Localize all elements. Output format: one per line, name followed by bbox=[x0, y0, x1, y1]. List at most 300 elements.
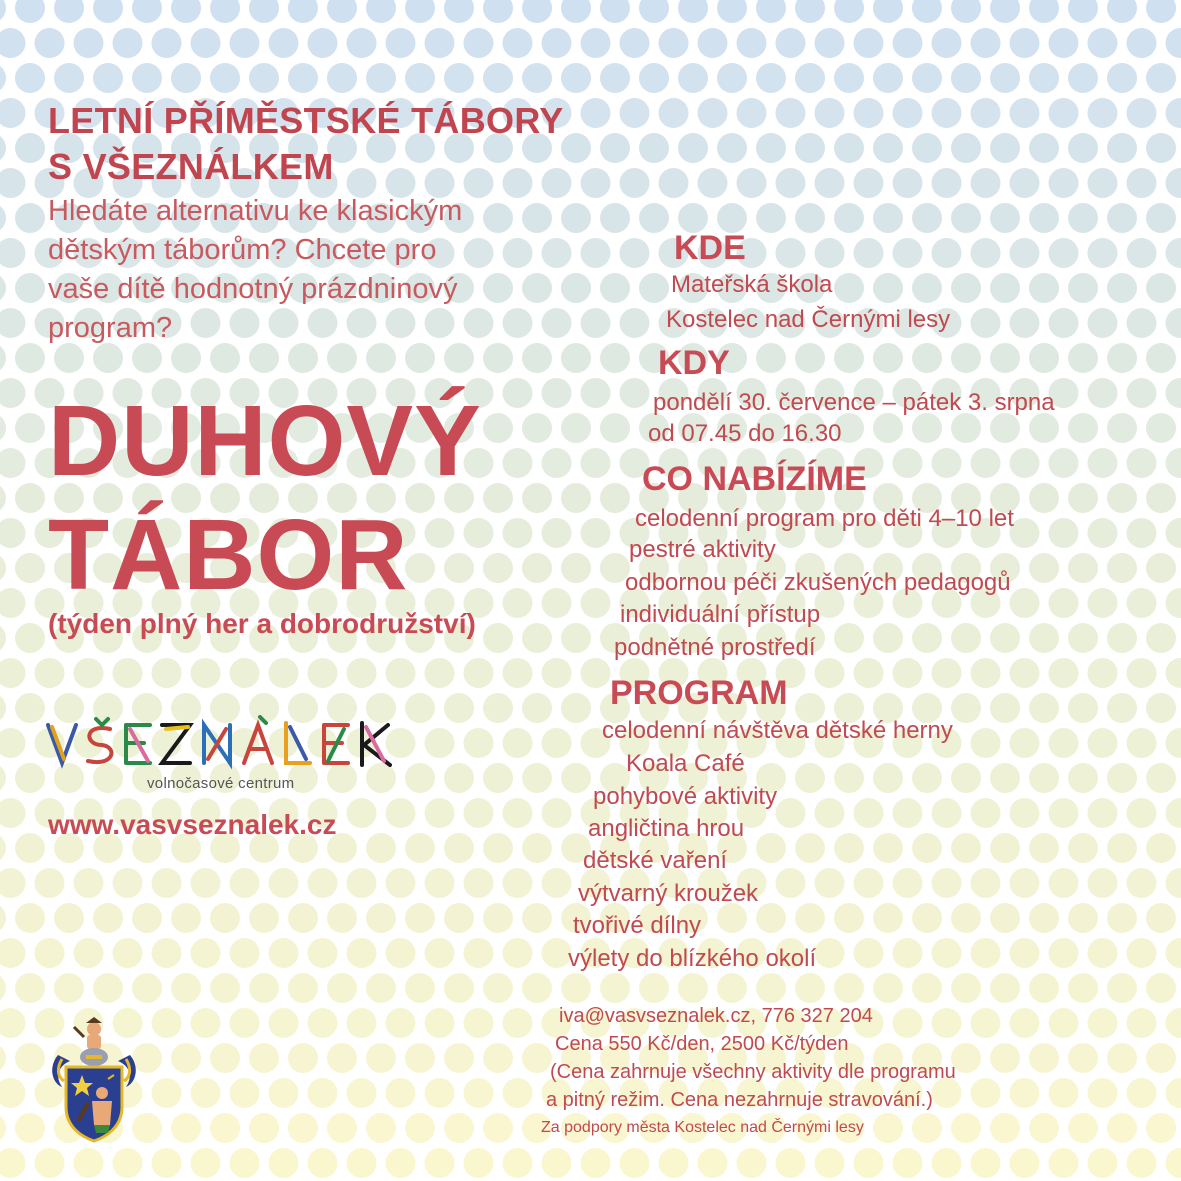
background-dot bbox=[795, 133, 825, 163]
background-dot bbox=[1127, 938, 1157, 968]
background-dot bbox=[230, 658, 260, 688]
background-dot bbox=[971, 308, 1001, 338]
background-dot bbox=[1068, 413, 1098, 443]
background-dot bbox=[503, 798, 533, 828]
background-dot bbox=[951, 903, 981, 933]
background-dot bbox=[951, 623, 981, 653]
background-dot bbox=[464, 658, 494, 688]
sponsor-note: Za podpory města Kostelec nad Černými lesy bbox=[541, 1119, 864, 1136]
background-dot bbox=[347, 938, 377, 968]
background-dot bbox=[1166, 658, 1181, 688]
background-dot bbox=[1107, 973, 1137, 1003]
background-dot bbox=[522, 1043, 552, 1073]
background-dot bbox=[249, 0, 279, 23]
background-dot bbox=[1146, 0, 1176, 23]
background-dot bbox=[230, 1148, 260, 1178]
background-dot bbox=[912, 833, 942, 863]
background-dot bbox=[620, 1148, 650, 1178]
background-dot bbox=[483, 203, 513, 233]
background-dot bbox=[1010, 938, 1040, 968]
background-dot bbox=[483, 343, 513, 373]
background-dot bbox=[0, 168, 26, 198]
background-dot bbox=[191, 28, 221, 58]
background-dot bbox=[854, 168, 884, 198]
background-dot bbox=[230, 1078, 260, 1108]
background-dot bbox=[132, 0, 162, 23]
background-dot bbox=[1088, 798, 1118, 828]
background-dot bbox=[503, 28, 533, 58]
background-dot bbox=[483, 1113, 513, 1143]
background-dot bbox=[737, 1148, 767, 1178]
background-dot bbox=[15, 833, 45, 863]
background-dot bbox=[1088, 308, 1118, 338]
background-dot bbox=[1146, 903, 1176, 933]
background-dot bbox=[951, 273, 981, 303]
background-dot bbox=[834, 903, 864, 933]
background-dot bbox=[698, 28, 728, 58]
background-dot bbox=[990, 763, 1020, 793]
background-dot bbox=[210, 1113, 240, 1143]
background-dot bbox=[912, 0, 942, 23]
background-dot bbox=[1049, 518, 1079, 548]
background-dot bbox=[951, 0, 981, 23]
background-dot bbox=[191, 658, 221, 688]
background-dot bbox=[542, 168, 572, 198]
background-dot bbox=[600, 133, 630, 163]
background-dot bbox=[1029, 693, 1059, 723]
background-dot bbox=[1146, 343, 1176, 373]
background-dot bbox=[1107, 63, 1137, 93]
background-dot bbox=[503, 518, 533, 548]
background-dot bbox=[756, 973, 786, 1003]
background-dot bbox=[1166, 728, 1181, 758]
background-dot bbox=[386, 1008, 416, 1038]
background-dot bbox=[425, 658, 455, 688]
background-dot bbox=[795, 343, 825, 373]
background-dot bbox=[288, 63, 318, 93]
background-dot bbox=[0, 798, 26, 828]
background-dot bbox=[0, 308, 26, 338]
background-dot bbox=[1029, 623, 1059, 653]
background-dot bbox=[1107, 833, 1137, 863]
background-dot bbox=[93, 63, 123, 93]
background-dot bbox=[54, 63, 84, 93]
background-dot bbox=[1127, 238, 1157, 268]
background-dot bbox=[990, 1113, 1020, 1143]
background-dot bbox=[776, 238, 806, 268]
background-dot bbox=[1146, 63, 1176, 93]
background-dot bbox=[347, 28, 377, 58]
background-dot bbox=[1127, 868, 1157, 898]
background-dot bbox=[1146, 973, 1176, 1003]
background-dot bbox=[0, 343, 6, 373]
background-dot bbox=[93, 0, 123, 23]
background-dot bbox=[542, 658, 572, 688]
background-dot bbox=[15, 1043, 45, 1073]
background-dot bbox=[756, 203, 786, 233]
background-dot bbox=[483, 0, 513, 23]
background-dot bbox=[542, 798, 572, 828]
background-dot bbox=[483, 483, 513, 513]
background-dot bbox=[971, 658, 1001, 688]
background-dot bbox=[464, 1078, 494, 1108]
background-dot bbox=[893, 448, 923, 478]
background-dot bbox=[561, 763, 591, 793]
background-dot bbox=[327, 0, 357, 23]
background-dot bbox=[854, 98, 884, 128]
background-dot bbox=[1010, 1008, 1040, 1038]
background-dot bbox=[1088, 518, 1118, 548]
background-dot bbox=[483, 413, 513, 443]
background-dot bbox=[308, 28, 338, 58]
background-dot bbox=[0, 868, 26, 898]
background-dot bbox=[561, 413, 591, 443]
background-dot bbox=[191, 1008, 221, 1038]
background-dot bbox=[503, 588, 533, 618]
background-dot bbox=[990, 343, 1020, 373]
background-dot bbox=[1088, 98, 1118, 128]
background-dot bbox=[1146, 1043, 1176, 1073]
background-dot bbox=[1010, 798, 1040, 828]
background-dot bbox=[1088, 1078, 1118, 1108]
background-dot bbox=[561, 693, 591, 723]
background-dot bbox=[1029, 763, 1059, 793]
background-dot bbox=[1049, 1148, 1079, 1178]
background-dot bbox=[561, 623, 591, 653]
background-dot bbox=[0, 1043, 6, 1073]
background-dot bbox=[308, 658, 338, 688]
background-dot bbox=[1088, 1148, 1118, 1178]
background-dot bbox=[1166, 1078, 1181, 1108]
background-dot bbox=[815, 868, 845, 898]
background-dot bbox=[0, 413, 6, 443]
background-dot bbox=[873, 1113, 903, 1143]
background-dot bbox=[132, 63, 162, 93]
background-dot bbox=[113, 1148, 143, 1178]
background-dot bbox=[308, 308, 338, 338]
website-link[interactable]: www.vasvseznalek.cz bbox=[48, 809, 337, 840]
background-dot bbox=[93, 903, 123, 933]
background-dot bbox=[1068, 0, 1098, 23]
background-dot bbox=[152, 938, 182, 968]
nabizime-item: individuální přístup bbox=[620, 601, 821, 628]
background-dot bbox=[366, 833, 396, 863]
background-dot bbox=[893, 1008, 923, 1038]
background-dot bbox=[425, 1078, 455, 1108]
background-dot bbox=[1166, 238, 1181, 268]
background-dot bbox=[0, 28, 26, 58]
background-dot bbox=[503, 308, 533, 338]
background-dot bbox=[386, 1078, 416, 1108]
background-dot bbox=[834, 273, 864, 303]
background-dot bbox=[366, 63, 396, 93]
background-dot bbox=[873, 903, 903, 933]
background-dot bbox=[990, 973, 1020, 1003]
background-dot bbox=[1068, 1043, 1098, 1073]
program-item: výlety do blízkého okolí bbox=[568, 945, 817, 972]
background-dot bbox=[152, 868, 182, 898]
background-dot bbox=[405, 903, 435, 933]
background-dot bbox=[737, 28, 767, 58]
background-dot bbox=[503, 1008, 533, 1038]
background-dot bbox=[1107, 203, 1137, 233]
background-dot bbox=[1107, 343, 1137, 373]
background-dot bbox=[971, 168, 1001, 198]
background-dot bbox=[1127, 308, 1157, 338]
background-dot bbox=[503, 868, 533, 898]
background-dot bbox=[464, 238, 494, 268]
background-dot bbox=[951, 763, 981, 793]
background-dot bbox=[15, 0, 45, 23]
background-dot bbox=[347, 1008, 377, 1038]
background-dot bbox=[639, 973, 669, 1003]
background-dot bbox=[1088, 728, 1118, 758]
background-dot bbox=[0, 238, 26, 268]
background-dot bbox=[54, 903, 84, 933]
background-dot bbox=[1088, 378, 1118, 408]
program-item: pohybové aktivity bbox=[593, 783, 778, 810]
background-dot bbox=[0, 623, 6, 653]
background-dot bbox=[951, 833, 981, 863]
background-dot bbox=[542, 868, 572, 898]
nabizime-item: pestré aktivity bbox=[629, 536, 776, 563]
background-dot bbox=[776, 98, 806, 128]
background-dot bbox=[35, 1148, 65, 1178]
background-dot bbox=[1127, 798, 1157, 828]
background-dot bbox=[269, 308, 299, 338]
background-dot bbox=[230, 308, 260, 338]
background-dot bbox=[269, 868, 299, 898]
background-dot bbox=[74, 28, 104, 58]
background-dot bbox=[561, 483, 591, 513]
background-dot bbox=[464, 938, 494, 968]
intro-line-4: program? bbox=[48, 312, 173, 344]
background-dot bbox=[1029, 343, 1059, 373]
background-dot bbox=[659, 1148, 689, 1178]
background-dot bbox=[249, 63, 279, 93]
background-dot bbox=[1146, 763, 1176, 793]
background-dot bbox=[1088, 28, 1118, 58]
background-dot bbox=[893, 98, 923, 128]
background-dot bbox=[54, 0, 84, 23]
background-dot bbox=[230, 28, 260, 58]
background-dot bbox=[834, 63, 864, 93]
background-dot bbox=[873, 203, 903, 233]
background-dot bbox=[600, 343, 630, 373]
background-dot bbox=[1029, 203, 1059, 233]
background-dot bbox=[990, 63, 1020, 93]
background-dot bbox=[464, 1148, 494, 1178]
background-dot bbox=[1146, 693, 1176, 723]
background-dot bbox=[1029, 133, 1059, 163]
background-dot bbox=[15, 343, 45, 373]
background-dot bbox=[113, 658, 143, 688]
background-dot bbox=[854, 1148, 884, 1178]
background-dot bbox=[1068, 203, 1098, 233]
background-dot bbox=[15, 693, 45, 723]
background-dot bbox=[971, 28, 1001, 58]
background-dot bbox=[464, 728, 494, 758]
background-dot bbox=[152, 1148, 182, 1178]
background-dot bbox=[795, 833, 825, 863]
background-dot bbox=[386, 798, 416, 828]
background-dot bbox=[971, 798, 1001, 828]
background-dot bbox=[542, 28, 572, 58]
background-dot bbox=[873, 833, 903, 863]
nabizime-item: odbornou péči zkušených pedagogů bbox=[625, 569, 1011, 596]
header-line-2: S VŠEZNÁLKEM bbox=[48, 146, 334, 187]
program-item: tvořivé dílny bbox=[573, 912, 702, 939]
background-dot bbox=[1049, 588, 1079, 618]
background-dot bbox=[35, 28, 65, 58]
background-dot bbox=[561, 63, 591, 93]
background-dot bbox=[1088, 168, 1118, 198]
background-dot bbox=[1088, 1008, 1118, 1038]
background-dot bbox=[854, 28, 884, 58]
background-dot bbox=[522, 833, 552, 863]
background-dot bbox=[54, 973, 84, 1003]
background-dot bbox=[1029, 63, 1059, 93]
background-dot bbox=[834, 973, 864, 1003]
background-dot bbox=[0, 658, 26, 688]
background-dot bbox=[15, 763, 45, 793]
background-dot bbox=[522, 203, 552, 233]
background-dot bbox=[1107, 763, 1137, 793]
background-dot bbox=[191, 1078, 221, 1108]
background-dot bbox=[1146, 133, 1176, 163]
background-dot bbox=[503, 168, 533, 198]
background-dot bbox=[35, 658, 65, 688]
background-dot bbox=[600, 483, 630, 513]
background-dot bbox=[1010, 238, 1040, 268]
background-dot bbox=[15, 973, 45, 1003]
background-dot bbox=[503, 448, 533, 478]
background-dot bbox=[873, 763, 903, 793]
background-dot bbox=[1029, 973, 1059, 1003]
background-dot bbox=[503, 1078, 533, 1108]
background-dot bbox=[912, 1113, 942, 1143]
background-dot bbox=[971, 938, 1001, 968]
background-dot bbox=[366, 1113, 396, 1143]
background-dot bbox=[1127, 588, 1157, 618]
background-dot bbox=[483, 623, 513, 653]
background-dot bbox=[542, 1148, 572, 1178]
kdy-line-2: od 07.45 do 16.30 bbox=[648, 420, 842, 447]
logo-wordmark-graphic bbox=[44, 715, 404, 775]
background-dot bbox=[249, 1043, 279, 1073]
background-dot bbox=[717, 133, 747, 163]
background-dot bbox=[308, 868, 338, 898]
background-dot bbox=[1049, 728, 1079, 758]
background-dot bbox=[1068, 273, 1098, 303]
background-dot bbox=[1107, 1043, 1137, 1073]
background-dot bbox=[405, 343, 435, 373]
background-dot bbox=[542, 518, 572, 548]
background-dot bbox=[522, 553, 552, 583]
price-note-1: (Cena zahrnuje všechny aktivity dle programu bbox=[550, 1061, 956, 1083]
background-dot bbox=[15, 133, 45, 163]
background-dot bbox=[1166, 168, 1181, 198]
background-dot bbox=[951, 1113, 981, 1143]
background-dot bbox=[1107, 0, 1137, 23]
background-dot bbox=[698, 168, 728, 198]
background-dot bbox=[444, 63, 474, 93]
background-dot bbox=[1029, 0, 1059, 23]
background-dot bbox=[15, 273, 45, 303]
background-dot bbox=[1107, 693, 1137, 723]
background-dot bbox=[815, 238, 845, 268]
background-dot bbox=[210, 0, 240, 23]
title-subtitle: (týden plný her a dobrodružství) bbox=[48, 608, 476, 639]
background-dot bbox=[347, 798, 377, 828]
background-dot bbox=[366, 903, 396, 933]
background-dot bbox=[288, 343, 318, 373]
background-dot bbox=[425, 728, 455, 758]
background-dot bbox=[561, 553, 591, 583]
background-dot bbox=[249, 973, 279, 1003]
background-dot bbox=[600, 413, 630, 443]
background-dot bbox=[1029, 553, 1059, 583]
background-dot bbox=[483, 693, 513, 723]
background-dot bbox=[1127, 1148, 1157, 1178]
background-dot bbox=[230, 938, 260, 968]
background-dot bbox=[288, 0, 318, 23]
background-dot bbox=[561, 343, 591, 373]
background-dot bbox=[386, 938, 416, 968]
background-dot bbox=[1049, 798, 1079, 828]
background-dot bbox=[932, 868, 962, 898]
background-dot bbox=[1049, 98, 1079, 128]
background-dot bbox=[581, 1148, 611, 1178]
background-dot bbox=[815, 658, 845, 688]
background-dot bbox=[932, 98, 962, 128]
background-dot bbox=[269, 28, 299, 58]
background-dot bbox=[1068, 63, 1098, 93]
background-dot bbox=[600, 973, 630, 1003]
background-dot bbox=[542, 728, 572, 758]
background-dot bbox=[405, 1113, 435, 1143]
nabizime-item: podnětné prostředí bbox=[614, 634, 816, 661]
background-dot bbox=[971, 448, 1001, 478]
background-dot bbox=[932, 1008, 962, 1038]
background-dot bbox=[152, 1078, 182, 1108]
background-dot bbox=[873, 343, 903, 373]
background-dot bbox=[912, 903, 942, 933]
background-dot bbox=[386, 28, 416, 58]
background-dot bbox=[405, 0, 435, 23]
background-dot bbox=[35, 938, 65, 968]
background-dot bbox=[1029, 903, 1059, 933]
background-dot bbox=[776, 28, 806, 58]
background-dot bbox=[522, 763, 552, 793]
background-dot bbox=[269, 938, 299, 968]
background-dot bbox=[327, 973, 357, 1003]
background-dot bbox=[951, 133, 981, 163]
background-dot bbox=[171, 343, 201, 373]
background-dot bbox=[542, 378, 572, 408]
background-dot bbox=[171, 0, 201, 23]
background-dot bbox=[1029, 1043, 1059, 1073]
background-dot bbox=[425, 868, 455, 898]
background-dot bbox=[327, 63, 357, 93]
background-dot bbox=[0, 63, 6, 93]
background-dot bbox=[1068, 343, 1098, 373]
background-dot bbox=[0, 518, 26, 548]
background-dot bbox=[912, 623, 942, 653]
background-dot bbox=[0, 483, 6, 513]
background-dot bbox=[834, 133, 864, 163]
background-dot bbox=[210, 63, 240, 93]
